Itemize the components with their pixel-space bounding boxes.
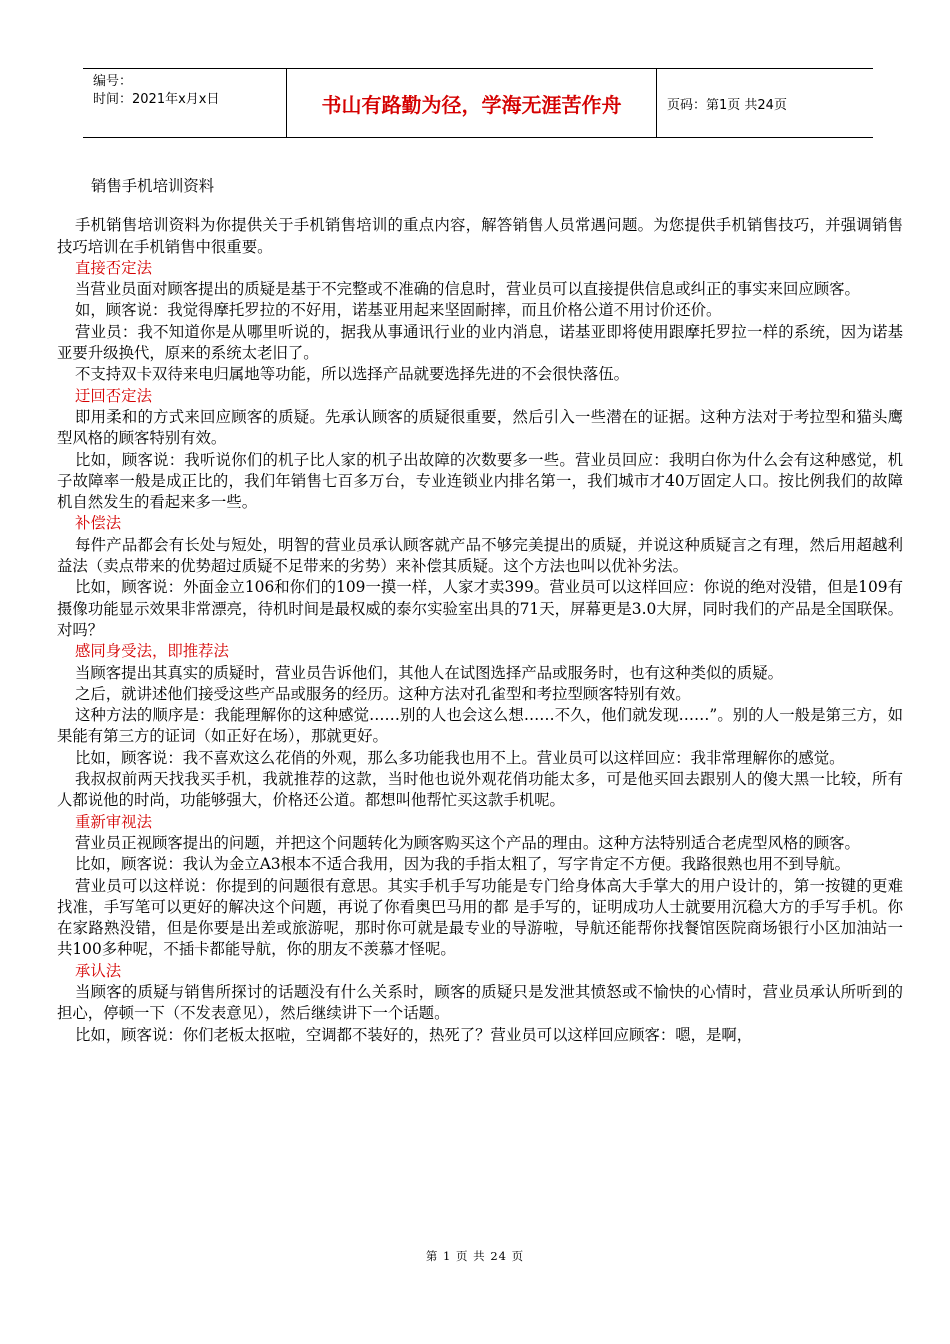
header-meta	[83, 69, 286, 137]
paragraph: 如，顾客说：我觉得摩托罗拉的不好用，诺基亚用起来坚固耐摔，而且价格公道不用讨价还价。	[75, 301, 722, 320]
section-heading: 迂回否定法	[75, 386, 152, 405]
paragraph: 这种方法的顺序是：我能理解你的这种感觉……别的人也会这么想……不久，他们就发现……”。别的人一般是第三方，如果能有第三方的证词（如正好在场），那就更好。	[57, 706, 903, 746]
paragraph: 当营业员面对顾客提出的质疑是基于不完整或不准确的信息时，营业员可以直接提供信息或纠正的事实来回应顾客。	[75, 280, 860, 299]
paragraph: 营业员：我不知道你是从哪里听说的，据我从事通讯行业的业内消息，诺基亚即将使用跟摩托罗拉一样的系统，因为诺基亚要升级换代，原来的系统太老旧了。	[57, 322, 903, 363]
section-heading: 直接否定法	[75, 258, 152, 277]
paragraph: 当顾客的质疑与销售所探讨的话题没有什么关系时，顾客的质疑只是发泄其愤怒或不愉快的心情时，营业员承认所听到的担心，停顿一下（不发表意见），然后继续讲下一个话题。	[57, 982, 903, 1023]
page-header	[83, 68, 873, 138]
paragraph: 之后，就讲述他们接受这些产品或服务的经历。这种方法对孔雀型和考拉型顾客特别有效。	[75, 684, 691, 703]
paragraph: 当顾客提出其真实的质疑时，营业员告诉他们，其他人在试图选择产品或服务时，也有这种类似的质疑。	[75, 663, 783, 682]
paragraph: 比如，顾客说：我认为金立A3根本不适合我用，因为我的手指太粗了，写字肯定不方便。我路很熟也用不到导航。	[75, 855, 851, 874]
document-date: 时间：2021年x月x日	[93, 92, 220, 107]
paragraph: 比如，顾客说：你们老板太抠啦，空调都不装好的，热死了？营业员可以这样回应顾客：嗯，是啊，	[75, 1025, 753, 1044]
document-title: 销售手机培训资料	[91, 177, 215, 195]
section-heading: 补偿法	[75, 514, 122, 533]
paragraph: 比如，顾客说：我听说你们的机子比人家的机子出故障的次数要多一些。营业员回应：我明白你为什么会有这种感觉，机子故障率一般是成正比的，我们年销售七百多万台，专业连锁业内排名第一，我们城市才40万固定人口。按比例我们的故障机自然发生的看起来多一些。	[57, 450, 903, 512]
section-heading: 重新审视法	[75, 812, 152, 831]
header-page-info: 页码：第1页 共24页	[667, 97, 787, 113]
paragraph: 即用柔和的方式来回应顾客的质疑。先承认顾客的质疑很重要，然后引入一些潜在的证据。这种方法对于考拉型和猫头鹰型风格的顾客特别有效。	[57, 407, 903, 448]
paragraph: 营业员正视顾客提出的问题，并把这个问题转化为顾客购买这个产品的理由。这种方法特别适合老虎型风格的顾客。	[75, 833, 860, 852]
header-motto: 书山有路勤为径，学海无涯苦作舟	[286, 69, 657, 137]
paragraph: 我叔叔前两天找我买手机，我就推荐的这款，当时他也说外观花俏功能太多，可是他买回去跟别人的傻大黑一比较，所有人都说他的时尚，功能够强大，价格还公道。都想叫他帮忙买这款手机呢。	[57, 770, 903, 810]
paragraph: 每件产品都会有长处与短处，明智的营业员承认顾客就产品不够完美提出的质疑，并说这种质疑言之有理，然后用超越利益法（卖点带来的优势超过质疑不足带来的劣势）来补偿其质疑。这个方法也叫以优补劣法。	[57, 535, 903, 576]
paragraph: 比如，顾客说：我不喜欢这么花俏的外观，那么多功能我也用不上。营业员可以这样回应：我非常理解你的感觉。	[75, 748, 845, 767]
paragraph: 不支持双卡双待来电归属地等功能，所以选择产品就要选择先进的不会很快落伍。	[75, 365, 630, 384]
page-footer: 第 1 页 共 24 页	[425, 1249, 525, 1263]
paragraph: 比如，顾客说：外面金立106和你们的109一摸一样，人家才卖399。营业员可以这样回应：你说的绝对没错，但是109有摄像功能显示效果非常漂亮，待机时间是最权威的泰尔实验室出具的71天，屏幕更是3.0大屏，同时我们的产品是全国联保。对吗？	[57, 578, 903, 639]
section-heading: 感同身受法，即推荐法	[75, 642, 229, 661]
intro-paragraph: 手机销售培训资料为你提供关于手机销售培训的重点内容，解答销售人员常遇问题。为您提供手机销售技巧，并强调销售技巧培训在手机销售中很重要。	[57, 216, 903, 256]
paragraph: 营业员可以这样说：你提到的问题很有意思。其实手机手写功能是专门给身体高大手掌大的用户设计的，第一按键的更难找准，手写笔可以更好的解决这个问题，再说了你看奥巴马用的都 是手写的，证明成功人士就要用沉稳大方的手写手机。你在家路熟没错，但是你要是出差或旅游呢，那时你可就是最专业的导游啦，导航还能帮你找餐馆医院商场银行小区加油站一共100多种呢，不插卡都能导航，你的朋友不羡慕才怪呢。	[57, 876, 903, 959]
document-number-label: 编号：	[93, 74, 133, 89]
document-body	[57, 176, 903, 1046]
section-heading: 承认法	[75, 961, 122, 980]
